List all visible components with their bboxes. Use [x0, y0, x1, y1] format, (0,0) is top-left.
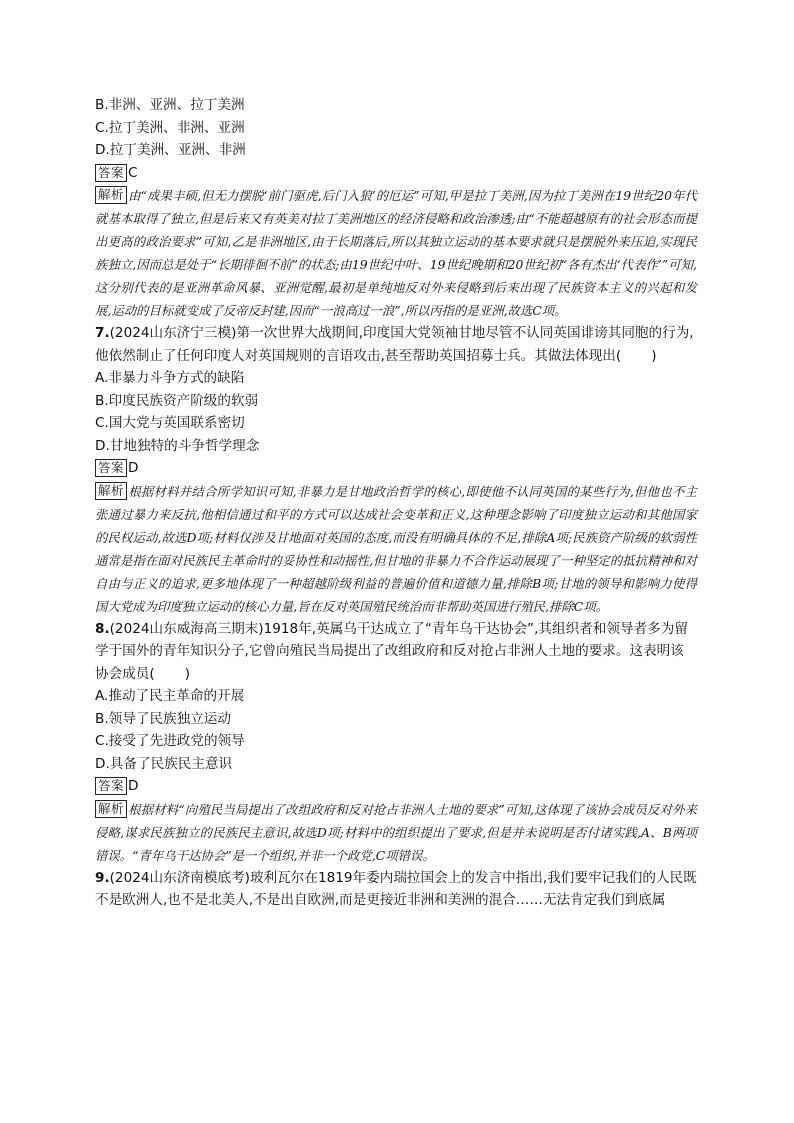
answer-tag: 答案	[95, 777, 127, 795]
q7-answer-value: D	[128, 460, 139, 476]
q8-stem-close: )	[184, 665, 190, 682]
analysis-tag: 解析	[95, 800, 127, 818]
answer-tag: 答案	[95, 459, 127, 477]
q9-stem-text: 玻利瓦尔在1819年委内瑞拉国会上的发言中指出,我们要牢记我们的人民既不是欧洲人,也不是北美人,不是出自欧洲,而是更接近非洲和美洲的混合……无法肯定我们到底属	[95, 869, 697, 908]
q8-analysis-text: 根据材料“向殖民当局提出了改组政府和反对抢占非洲人土地的要求”可知,这体现了该协会成员反对外来侵略,谋求民族独立的民族民主意识,故选D项;材料中的组织提出了要求,但是并未说明是否付诸实践,A、B两项错误。“青年乌干达协会”是一个组织,并非一个政党,C项错误。	[95, 801, 697, 863]
q8-number: 8.	[95, 620, 110, 637]
q7-answer	[95, 457, 697, 480]
q8-analysis	[95, 798, 697, 867]
q8-stem	[95, 618, 697, 686]
q8-answer	[95, 775, 697, 798]
q6-analysis	[95, 184, 697, 322]
q7-number: 7.	[95, 325, 110, 341]
q7-option-b: B.印度民族资产阶级的软弱	[95, 392, 259, 409]
answer-tag: 答案	[95, 164, 127, 182]
q6-option-c: C.拉丁美洲、非洲、亚洲	[95, 119, 245, 136]
q7-analysis	[95, 480, 697, 618]
q8-option-d: D.具备了民族民主意识	[95, 755, 233, 772]
q9-source: (2024山东济南模底考)	[109, 869, 250, 886]
q8-option-c: C.接受了先进政党的领导	[95, 733, 245, 749]
q6-analysis-text: 由“成果丰硕,但无力摆脱‘前门驱虎,后门入狼’的厄运”可知,甲是拉丁美洲,因为拉丁美洲在19世纪20年代就基本取得了独立,但是后来又有英美对拉丁美洲地区的经济侵略和政治渗透;由“不能超越原有的社会形态而提出更高的政治要求”可知,乙是非洲地区,由于长期落后,所以其独立运动的基本要求就只是摆脱外来压迫,实现民族独立,因而总是处于“长期徘徊不前”的状态;由19世纪中叶、19世纪晚期和20世纪初“各有杰出‘代表作’”可知,这分别代表的是亚洲革命风暴、亚洲觉醒,最初是单纯地反对外来侵略到后来出现了民族资本主义的兴起和发展,运动的目标就变成了反帝反封建,因而“一浪高过一浪”,所以丙指的是亚洲,故选C项。	[95, 188, 697, 318]
document-page	[95, 94, 697, 912]
q9-stem	[95, 867, 697, 912]
q7-source: (2024山东济宁三模)	[109, 325, 237, 341]
q8-stem-text: 1918年,英属乌干达成立了“青年乌干达协会”,其组织者和领导者多为留学于国外的青年知识分子,它曾向殖民当局提出了改组政府和反对抢占非洲人土地的要求。这表明该协会成员(	[95, 620, 688, 682]
q6-option-b: B.非洲、亚洲、拉丁美洲	[95, 97, 245, 113]
q9-number: 9.	[95, 869, 110, 886]
q8-option-b: B.领导了民族独立运动	[95, 710, 231, 727]
q6-option-d: D.拉丁美洲、亚洲、非洲	[95, 142, 246, 158]
q7-analysis-text: 根据材料并结合所学知识可知,非暴力是甘地政治哲学的核心,即使他不认同英国的某些行为,但他也不主张通过暴力来反抗,他相信通过和平的方式可以达成社会变革和正义,这种理念影响了印度独立运动和其他国家的民权运动,故选D项;材料仅涉及甘地面对英国的态度,而没有明确具体的不足,排除A项;民族资产阶级的软弱性通常是指在面对民族民主革命时的妥协性和动摇性,但甘地的非暴力不合作运动展现了一种坚定的抵抗精神和对自由与正义的追求,更多地体现了一种超越阶级利益的普遍价值和道德力量,排除B项;甘地的领导和影响力使得国大党成为印度独立运动的核心力量,旨在反对英国殖民统治而非帮助英国进行殖民,排除C项。	[95, 483, 697, 614]
q8-source: (2024山东威海高三期末)	[109, 620, 264, 637]
q7-stem	[95, 322, 697, 367]
analysis-tag: 解析	[95, 482, 127, 500]
q7-option-d: D.甘地独特的斗争哲学理念	[95, 437, 260, 454]
q7-stem-close: )	[651, 347, 657, 364]
analysis-tag: 解析	[95, 186, 127, 204]
q7-option-c: C.国大党与英国联系密切	[95, 415, 245, 431]
q6-answer	[95, 162, 697, 185]
q8-answer-value: D	[128, 778, 139, 794]
q7-option-a: A.非暴力斗争方式的缺陷	[95, 370, 245, 386]
q6-answer-value: C	[128, 164, 138, 181]
q7-stem-text: 第一次世界大战期间,印度国大党领袖甘地尽管不认同英国诽谤其同胞的行为,他依然制止了任何印度人对英国规则的言语攻击,甚至帮助英国招募士兵。其做法体现出(	[95, 325, 694, 364]
q8-option-a: A.推动了民主革命的开展	[95, 688, 245, 704]
